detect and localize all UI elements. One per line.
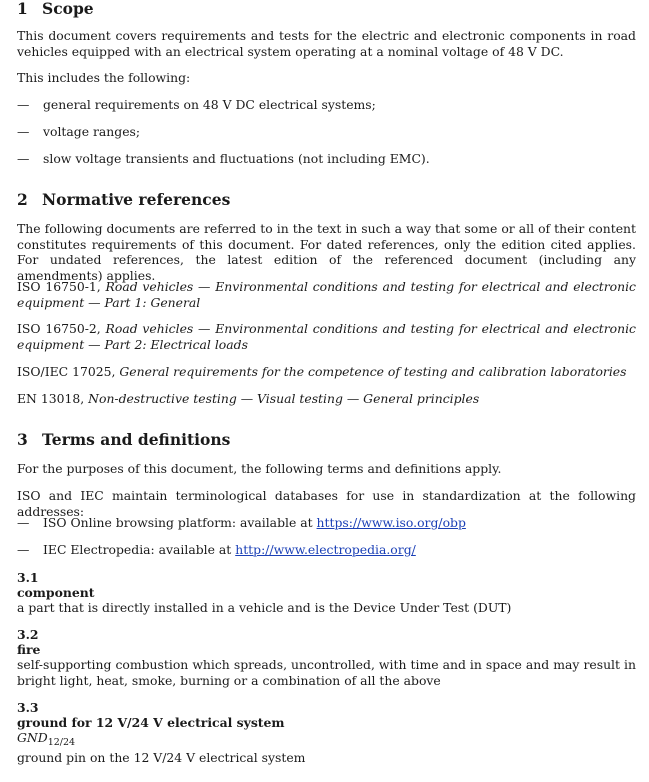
terms-databases: ISO and IEC maintain terminological databases for use in standardization at the following addresses:: [17, 488, 636, 519]
reference-code: ISO 16750-2,: [17, 321, 101, 336]
dash-glyph: —: [17, 151, 30, 166]
section-title: Normative references: [42, 190, 231, 209]
term-entry: [17, 627, 636, 688]
section-number: 1: [17, 0, 28, 18]
list-item-text: voltage ranges;: [43, 124, 141, 139]
dash-glyph: —: [17, 97, 30, 112]
term-definition: ground pin on the 12 V/24 V electrical system: [17, 750, 306, 765]
term-name: fire: [17, 642, 41, 657]
reference-item: [17, 279, 636, 310]
section-number: 3: [17, 430, 28, 449]
list-item-text: slow voltage transients and fluctuations (not including EMC).: [43, 151, 430, 166]
list-item-text: general requirements on 48 V DC electrical systems;: [43, 97, 376, 112]
electropedia-link[interactable]: http://www.electropedia.org/: [235, 542, 416, 557]
reference-title: Non-destructive testing — Visual testing — General principles: [88, 391, 480, 406]
term-name: ground for 12 V/24 V electrical system: [17, 715, 285, 730]
scope-paragraph: This document covers requirements and tests for the electric and electronic components in road vehicles equipped with an electrical system operating at a nominal voltage of 48 V DC.: [17, 28, 636, 59]
section-number: 2: [17, 190, 28, 209]
reference-title: Road vehicles — Environmental conditions and testing for electrical and electronic equipment — Part 1: General: [17, 279, 637, 310]
terms-intro: For the purposes of this document, the following terms and definitions apply.: [17, 461, 502, 476]
term-entry: [17, 570, 636, 616]
reference-title: Road vehicles — Environmental conditions and testing for electrical and electronic equipment — Part 2: Electrical loads: [17, 321, 637, 352]
term-name: component: [17, 585, 95, 600]
list-item: [17, 151, 636, 167]
term-definition: self-supporting combustion which spreads, uncontrolled, with time and in space and may result in bright light, heat, smoke, burning or a combination of all the above: [17, 657, 636, 688]
link-label: ISO Online browsing platform: available at https://www.iso.org/obp: [43, 515, 466, 530]
list-item: [17, 542, 636, 558]
term-entry: [17, 700, 636, 766]
term-number: 3.2: [17, 627, 39, 642]
list-item: [17, 515, 636, 531]
normative-intro: The following documents are referred to in the text in such a way that some or all of their content constitutes requirements of this document. For dated references, only the edition cited applies. For undated references, the latest edition of the referenced document (including any amendments) applies.: [17, 221, 636, 283]
iso-obp-link[interactable]: https://www.iso.org/obp: [316, 515, 466, 530]
term-number: 3.1: [17, 570, 39, 585]
list-item: [17, 124, 636, 140]
reference-code: ISO/IEC 17025,: [17, 364, 116, 379]
reference-item: [17, 364, 636, 380]
scope-intro: This includes the following:: [17, 70, 191, 85]
section-2-heading: [17, 191, 230, 209]
reference-item: [17, 391, 636, 407]
term-number: 3.3: [17, 700, 39, 715]
reference-code: EN 13018,: [17, 391, 85, 406]
section-title: Terms and definitions: [42, 430, 231, 449]
reference-item: [17, 321, 636, 352]
section-1-heading: [17, 0, 94, 18]
section-3-heading: [17, 431, 230, 449]
list-item: [17, 97, 636, 113]
section-title: Scope: [42, 0, 94, 18]
term-definition: a part that is directly installed in a vehicle and is the Device Under Test (DUT): [17, 600, 512, 615]
link-label: IEC Electropedia: available at http://www.electropedia.org/: [43, 542, 416, 557]
dash-glyph: —: [17, 515, 30, 530]
dash-glyph: —: [17, 542, 30, 557]
reference-title: General requirements for the competence of testing and calibration laboratories: [119, 364, 627, 379]
dash-glyph: —: [17, 124, 30, 139]
reference-code: ISO 16750-1,: [17, 279, 101, 294]
term-symbol: $GND_{12/24}$: [17, 730, 76, 748]
